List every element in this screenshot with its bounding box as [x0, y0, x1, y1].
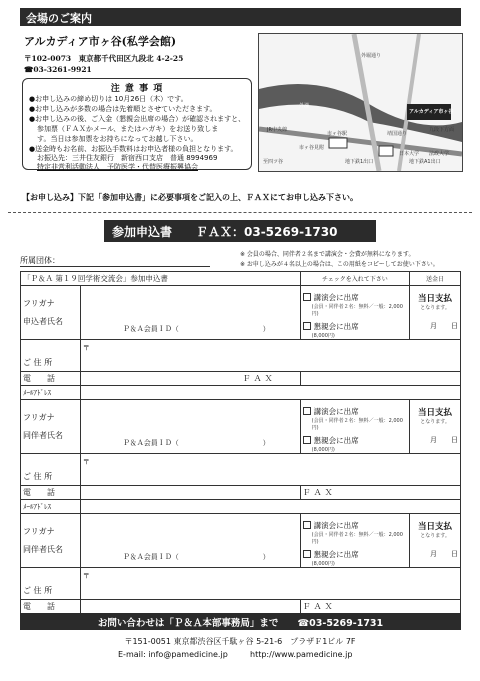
- payment-label: 当日支払: [418, 522, 453, 532]
- companion-name-field[interactable]: [80, 400, 300, 454]
- fax-label: ＦＡＸ: [242, 374, 276, 383]
- postal-mark: 〒: [82, 344, 90, 352]
- mail-label: ﾒｰﾙｱﾄﾞﾚｽ: [21, 386, 81, 400]
- attendance-cell: [300, 286, 410, 340]
- map-label: 地下鉄1出口: [345, 159, 374, 165]
- lecture-note: (会員・同伴者２名：無料／一般：2,000円): [311, 304, 403, 317]
- notice-line: 特定非営利活動法人 予防医学・代替医療振興協会: [37, 163, 198, 171]
- phone-label: 電 話: [21, 600, 81, 614]
- party-label: 懇親会に出席: [313, 550, 359, 559]
- companion-name-field[interactable]: [80, 514, 300, 568]
- footer-web[interactable]: http://www.pamedicine.jp: [250, 650, 353, 659]
- form-title: 参加申込書 ＦＡＸ：03-5269-1730: [112, 225, 338, 239]
- party-checkbox[interactable]: [303, 322, 311, 330]
- venue-name: アルカディア市ヶ谷(私学会館): [24, 35, 177, 48]
- party-label: 懇親会に出席: [313, 436, 359, 445]
- lecture-label: 講演会に出席: [313, 407, 359, 416]
- venue-map: [258, 33, 463, 172]
- map-label: 地下鉄A1出口: [409, 159, 441, 165]
- address-label: ご 住 所: [21, 454, 81, 486]
- payment-sub: となります。: [420, 533, 450, 539]
- venue-heading-bar: [20, 8, 461, 26]
- postal-mark: 〒: [82, 458, 90, 466]
- applicant-name-field[interactable]: [80, 286, 300, 340]
- fax-field[interactable]: [242, 372, 460, 386]
- name-label-cell: [21, 400, 81, 454]
- venue-address: 〒102-0073 東京都千代田区九段北 4-2-25: [24, 54, 184, 63]
- notice-line: ●お申し込みが多数の場合は先着順とさせていただきます。: [29, 105, 217, 113]
- payment-sub: となります。: [420, 419, 450, 425]
- notice-line: ●お申し込みの締め切りは 10月26日（木）です。: [29, 95, 188, 103]
- lecture-checkbox[interactable]: [303, 407, 311, 415]
- inquiry-bar: [20, 613, 461, 630]
- map-label: 九段下方面: [429, 127, 455, 133]
- footer-email[interactable]: E-mail: info@pamedicine.jp: [118, 650, 228, 659]
- party-note: (8,000円): [311, 333, 335, 339]
- map-label: 外濠: [299, 103, 310, 109]
- payment-date[interactable]: 月 日: [430, 550, 458, 558]
- venue-phone: ☎03-3261-9921: [24, 65, 92, 74]
- form-note: ※ 会員の場合、同伴者２名まで講演会・会費が無料になります。: [240, 251, 415, 258]
- form-title-bar: [104, 220, 376, 242]
- address-field[interactable]: [80, 454, 460, 486]
- map-label: 至四ツ谷: [263, 159, 284, 165]
- notice-line: ●送金時もお名前、お振込手数料はお申込者様の負担となります。: [29, 145, 238, 153]
- notice-line: お振込先：三井住友銀行 新宿西口支店 普通 8994969: [37, 154, 218, 162]
- companion-label: 同伴者氏名: [23, 430, 63, 440]
- group-underline: [20, 266, 210, 267]
- application-table: [20, 271, 461, 628]
- phone-label: 電 話: [21, 372, 81, 386]
- member-id-label: Ｐ＆Ａ会員ＩＤ（ ）: [122, 325, 270, 333]
- payment-sub: となります。: [420, 305, 450, 311]
- mail-field[interactable]: [80, 386, 460, 400]
- member-id-label: Ｐ＆Ａ会員ＩＤ（ ）: [122, 553, 270, 561]
- payment-cell: [410, 286, 461, 340]
- payment-label: 当日支払: [418, 294, 453, 304]
- payment-date[interactable]: 月 日: [430, 436, 458, 444]
- payment-cell: [410, 514, 461, 568]
- map-label: アルカディア市ヶ谷: [409, 109, 454, 115]
- fax-label: ＦＡＸ: [302, 602, 336, 611]
- fax-field[interactable]: [300, 600, 460, 614]
- map-label: 外堀通り: [361, 53, 382, 59]
- lecture-checkbox[interactable]: [303, 521, 311, 529]
- address-label: ご 住 所: [21, 568, 81, 600]
- address-field[interactable]: [80, 340, 460, 372]
- check-header: チェックを入れて下さい: [300, 272, 410, 286]
- furigana-label: フリガナ: [23, 526, 55, 536]
- instruction-text: 【お申し込み】下記「参加申込書」に必要事項をご記入の上、ＦＡＸにてお申し込み下さい。: [22, 193, 358, 202]
- map-label: 靖国通り: [387, 131, 408, 137]
- party-checkbox[interactable]: [303, 550, 311, 558]
- furigana-label: フリガナ: [23, 412, 55, 422]
- venue-heading: 会場のご案内: [26, 12, 92, 25]
- mail-field[interactable]: [80, 500, 460, 514]
- inquiry-text: お問い合わせは「Ｐ＆Ａ本部事務局」まで ☎03-5269-1731: [97, 618, 384, 629]
- mail-label: ﾒｰﾙｱﾄﾞﾚｽ: [21, 500, 81, 514]
- map-label: 市ヶ谷駅: [327, 131, 348, 137]
- furigana-label: フリガナ: [23, 298, 55, 308]
- notice-line: 参加票（ＦＡＸかメール、またはハガキ）をお送り致しま: [37, 125, 219, 133]
- fax-field[interactable]: [300, 486, 460, 500]
- payment-cell: [410, 400, 461, 454]
- phone-field[interactable]: [80, 486, 300, 500]
- notice-line: す。当日は参加票をお持ちになってお越し下さい。: [37, 135, 198, 143]
- notice-box: [22, 78, 252, 170]
- name-label-cell: [21, 514, 81, 568]
- lecture-label: 講演会に出席: [313, 293, 359, 302]
- map-label: JR中央線: [267, 127, 287, 133]
- notice-line: ●お申し込みの後、ご入金（懇親会出席の場合）が確認されますと、: [29, 115, 246, 123]
- lecture-checkbox[interactable]: [303, 293, 311, 301]
- applicant-label: 申込者氏名: [23, 316, 63, 326]
- form-note: ※ お申し込みが４名以上の場合は、この用紙をコピーしてお使い下さい。: [240, 261, 439, 268]
- postal-mark: 〒: [82, 572, 90, 580]
- party-checkbox[interactable]: [303, 436, 311, 444]
- attendance-cell: [300, 400, 410, 454]
- address-label: ご 住 所: [21, 340, 81, 372]
- lecture-label: 講演会に出席: [313, 521, 359, 530]
- lecture-note: (会員・同伴者２名：無料／一般：2,000円): [311, 418, 403, 431]
- name-label-cell: [21, 286, 81, 340]
- map-label: 法政大学: [429, 151, 450, 157]
- notice-title: 注 意 事 項: [110, 84, 164, 94]
- cut-line: [8, 212, 472, 213]
- table-title: 「Ｐ＆Ａ 第１９回学術交流会」参加申込書: [21, 272, 301, 286]
- payment-date[interactable]: 月 日: [430, 322, 458, 330]
- party-label: 懇親会に出席: [313, 322, 359, 331]
- party-note: (8,000円): [311, 447, 335, 453]
- sent-header: 送金日: [410, 272, 461, 286]
- map-label: 日本大学: [399, 151, 420, 157]
- payment-label: 当日支払: [418, 408, 453, 418]
- party-note: (8,000円): [311, 561, 335, 567]
- companion-label: 同伴者氏名: [23, 544, 63, 554]
- fax-label: ＦＡＸ: [302, 488, 336, 497]
- phone-label: 電 話: [21, 486, 81, 500]
- footer-address: 〒151-0051 東京都渋谷区千駄ヶ谷 5-21-6 プラザＦ1ビル 7F: [124, 637, 356, 646]
- address-field[interactable]: [80, 568, 460, 600]
- lecture-note: (会員・同伴者２名：無料／一般：2,000円): [311, 532, 403, 545]
- group-label: 所属団体：: [20, 256, 60, 265]
- member-id-label: Ｐ＆Ａ会員ＩＤ（ ）: [122, 439, 270, 447]
- phone-field[interactable]: [80, 600, 300, 614]
- attendance-cell: [300, 514, 410, 568]
- map-label: 市ヶ谷見附: [299, 145, 325, 151]
